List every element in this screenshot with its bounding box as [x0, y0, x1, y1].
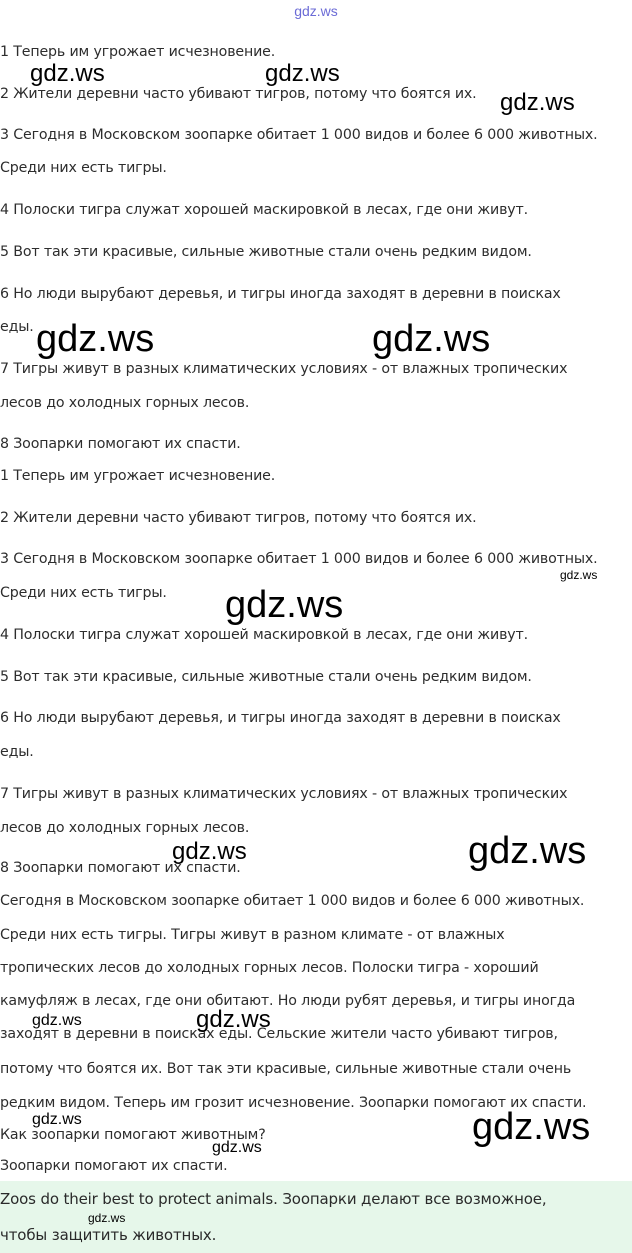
answer-line: чтобы защитить животных.	[0, 1226, 217, 1244]
text-line: еды.	[0, 744, 34, 760]
watermark: gdz.ws	[88, 1211, 126, 1225]
text-line: 2 Жители деревни часто убивают тигров, потому что боятся их.	[0, 510, 477, 526]
text-line: Среди них есть тигры. Тигры живут в разном климате - от влажных	[0, 927, 505, 943]
text-line: 5 Вот так эти красивые, сильные животные стали очень редким видом.	[0, 244, 532, 260]
text-line: 4 Полоски тигра служат хорошей маскировкой в лесах, где они живут.	[0, 202, 529, 218]
text-line: 6 Но люди вырубают деревья, и тигры иногда заходят в деревни в поисках	[0, 286, 561, 302]
text-line: 7 Тигры живут в разных климатических условиях - от влажных тропических	[0, 361, 568, 377]
text-line: Среди них есть тигры.	[0, 585, 167, 601]
text-line: камуфляж в лесах, где они обитают. Но люди рубят деревья, и тигры иногда	[0, 993, 576, 1009]
text-line: еды.	[0, 319, 34, 335]
watermark: gdz.ws	[30, 60, 105, 87]
text-line: 1 Теперь им угрожает исчезновение.	[0, 468, 276, 484]
text-line: 8 Зоопарки помогают их спасти.	[0, 436, 241, 452]
watermark: gdz.ws	[32, 1012, 82, 1029]
text-line: Зоопарки помогают их спасти.	[0, 1158, 228, 1174]
text-line: заходят в деревни в поисках еды. Сельские жители часто убивают тигров,	[0, 1026, 558, 1042]
header-watermark: gdz.ws	[294, 3, 338, 19]
watermark: gdz.ws	[472, 1106, 591, 1148]
text-line: 1 Теперь им угрожает исчезновение.	[0, 44, 276, 60]
text-line: 2 Жители деревни часто убивают тигров, потому что боятся их.	[0, 86, 477, 102]
watermark: gdz.ws	[212, 1139, 262, 1156]
watermark: gdz.ws	[372, 318, 491, 360]
watermark: gdz.ws	[500, 89, 575, 116]
text-line: 7 Тигры живут в разных климатических условиях - от влажных тропических	[0, 786, 568, 802]
text-line: 4 Полоски тигра служат хорошей маскировкой в лесах, где они живут.	[0, 627, 529, 643]
text-line: тропических лесов до холодных горных лесов. Полоски тигра - хороший	[0, 960, 539, 976]
watermark: gdz.ws	[265, 60, 340, 87]
text-line: лесов до холодных горных лесов.	[0, 820, 250, 836]
watermark: gdz.ws	[36, 318, 155, 360]
text-line: 5 Вот так эти красивые, сильные животные стали очень редким видом.	[0, 669, 532, 685]
text-line: Сегодня в Московском зоопарке обитает 1 000 видов и более 6 000 животных.	[0, 893, 585, 909]
watermark: gdz.ws	[32, 1111, 82, 1128]
text-line: 8 Зоопарки помогают их спасти.	[0, 860, 241, 876]
text-line: 3 Сегодня в Московском зоопарке обитает 1 000 видов и более 6 000 животных.	[0, 127, 598, 143]
watermark: gdz.ws	[225, 584, 344, 626]
text-line: 3 Сегодня в Московском зоопарке обитает 1 000 видов и более 6 000 животных.	[0, 551, 598, 567]
text-line: Среди них есть тигры.	[0, 160, 167, 176]
text-line: 6 Но люди вырубают деревья, и тигры иногда заходят в деревни в поисках	[0, 710, 561, 726]
watermark: gdz.ws	[196, 1006, 271, 1033]
question-line: Как зоопарки помогают животным?	[0, 1127, 266, 1143]
watermark: gdz.ws	[468, 830, 587, 872]
text-line: потому что боятся их. Вот так эти красивые, сильные животные стали очень	[0, 1061, 572, 1077]
watermark: gdz.ws	[172, 838, 247, 865]
text-line: редким видом. Теперь им грозит исчезновение. Зоопарки помогают их спасти.	[0, 1095, 587, 1111]
text-line: лесов до холодных горных лесов.	[0, 395, 250, 411]
answer-line: Zoos do their best to protect animals. Зоопарки делают все возможное,	[0, 1190, 547, 1208]
watermark: gdz.ws	[560, 568, 598, 582]
